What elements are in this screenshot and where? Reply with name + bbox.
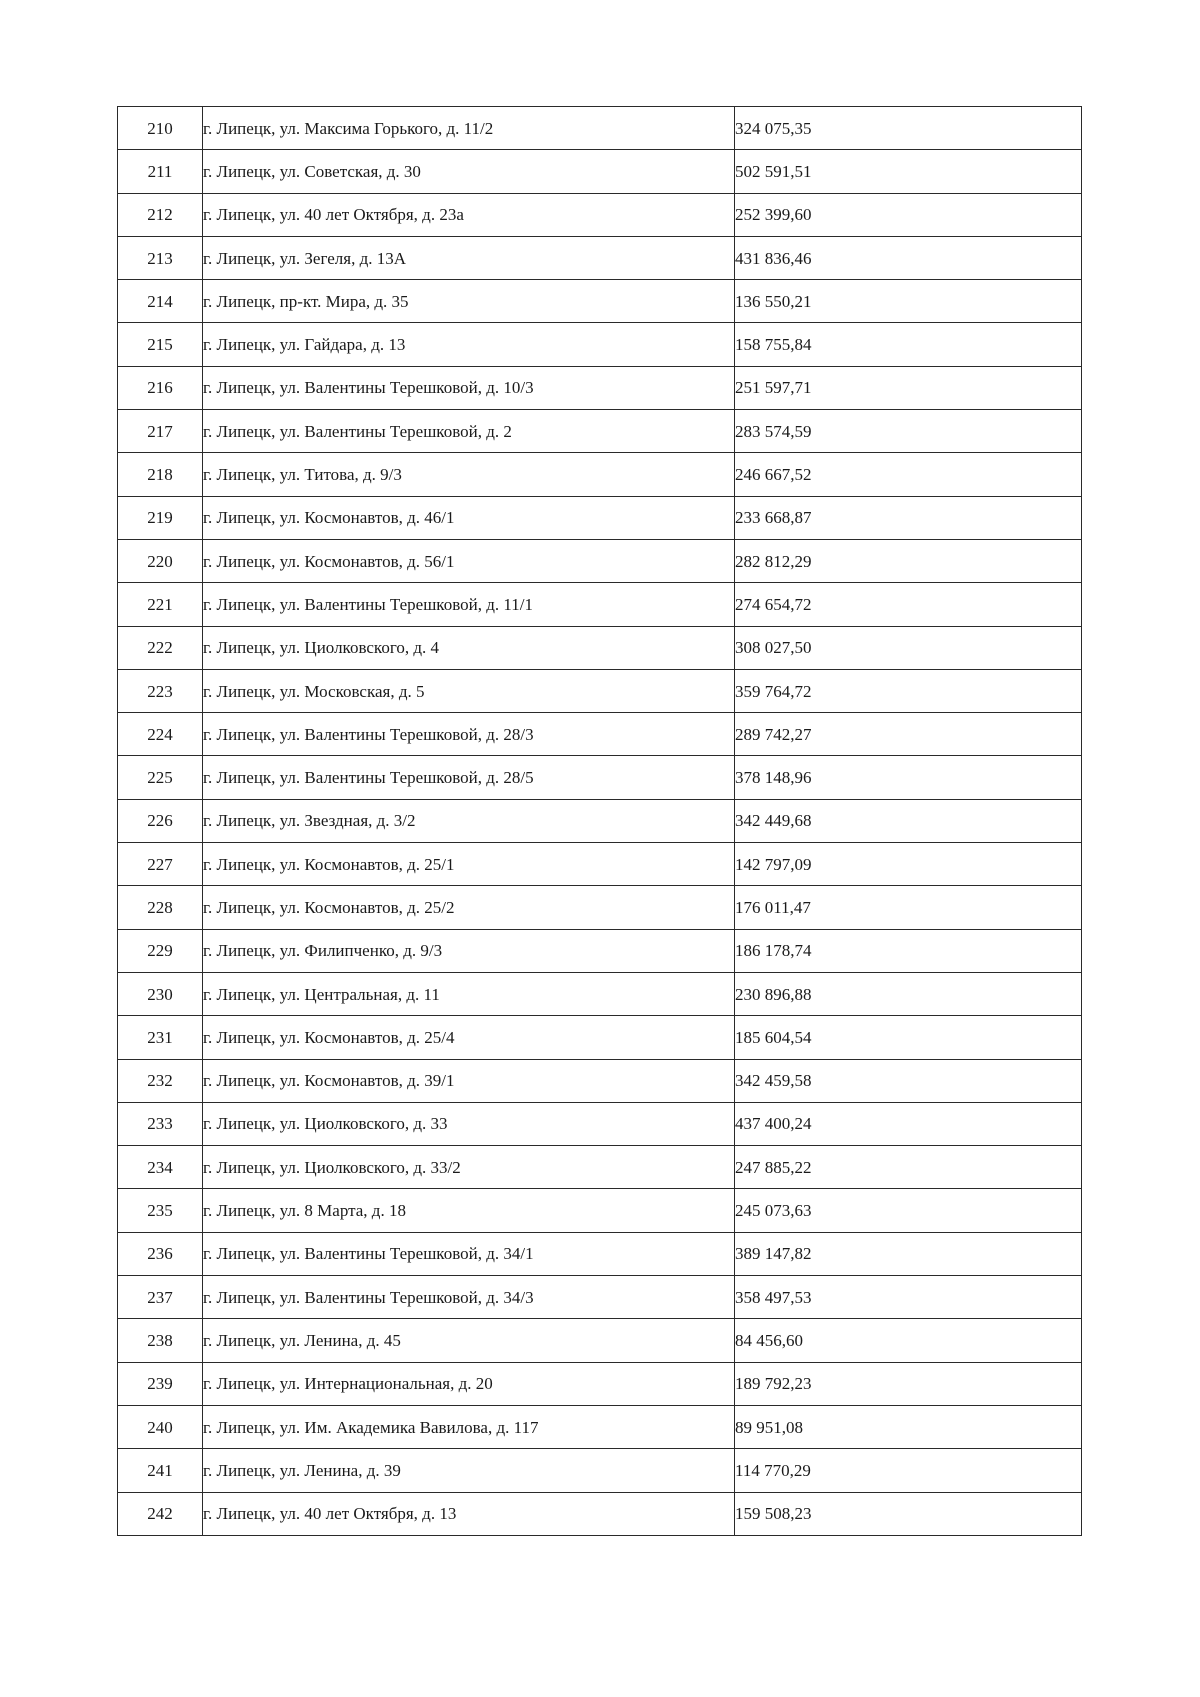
address-cell: г. Липецк, ул. Циолковского, д. 33	[203, 1102, 735, 1145]
amount-cell: 283 574,59	[735, 410, 1082, 453]
row-number-cell: 213	[118, 236, 203, 279]
address-cell: г. Липецк, ул. Валентины Терешковой, д. 34/1	[203, 1232, 735, 1275]
table-row	[118, 1276, 1082, 1319]
row-number-cell: 239	[118, 1362, 203, 1405]
row-number-cell: 219	[118, 496, 203, 539]
address-cell: г. Липецк, ул. Интернациональная, д. 20	[203, 1362, 735, 1405]
table-row	[118, 1362, 1082, 1405]
amount-cell: 308 027,50	[735, 626, 1082, 669]
table-row	[118, 1189, 1082, 1232]
table-row	[118, 539, 1082, 582]
row-number-cell: 215	[118, 323, 203, 366]
address-cell: г. Липецк, ул. Валентины Терешковой, д. 28/3	[203, 713, 735, 756]
amount-cell: 252 399,60	[735, 193, 1082, 236]
address-cell: г. Липецк, ул. Гайдара, д. 13	[203, 323, 735, 366]
amount-cell: 282 812,29	[735, 539, 1082, 582]
amount-cell: 324 075,35	[735, 107, 1082, 150]
address-cell: г. Липецк, ул. 8 Марта, д. 18	[203, 1189, 735, 1232]
amount-cell: 274 654,72	[735, 583, 1082, 626]
amount-cell: 136 550,21	[735, 280, 1082, 323]
address-cell: г. Липецк, ул. Космонавтов, д. 25/4	[203, 1016, 735, 1059]
amount-cell: 389 147,82	[735, 1232, 1082, 1275]
amount-cell: 233 668,87	[735, 496, 1082, 539]
address-cell: г. Липецк, ул. Космонавтов, д. 25/2	[203, 886, 735, 929]
amount-cell: 502 591,51	[735, 150, 1082, 193]
address-cell: г. Липецк, ул. Ленина, д. 45	[203, 1319, 735, 1362]
amount-cell: 342 459,58	[735, 1059, 1082, 1102]
row-number-cell: 231	[118, 1016, 203, 1059]
row-number-cell: 211	[118, 150, 203, 193]
address-cell: г. Липецк, ул. Советская, д. 30	[203, 150, 735, 193]
row-number-cell: 229	[118, 929, 203, 972]
row-number-cell: 233	[118, 1102, 203, 1145]
address-cell: г. Липецк, ул. Валентины Терешковой, д. 34/3	[203, 1276, 735, 1319]
address-cell: г. Липецк, ул. Циолковского, д. 4	[203, 626, 735, 669]
table-row	[118, 713, 1082, 756]
amount-cell: 89 951,08	[735, 1405, 1082, 1448]
address-cell: г. Липецк, ул. Зегеля, д. 13А	[203, 236, 735, 279]
table-row	[118, 886, 1082, 929]
table-row	[118, 193, 1082, 236]
table-row	[118, 799, 1082, 842]
address-cell: г. Липецк, ул. Валентины Терешковой, д. 28/5	[203, 756, 735, 799]
row-number-cell: 235	[118, 1189, 203, 1232]
table-row	[118, 583, 1082, 626]
row-number-cell: 214	[118, 280, 203, 323]
row-number-cell: 216	[118, 366, 203, 409]
table-row	[118, 496, 1082, 539]
table-row	[118, 1232, 1082, 1275]
row-number-cell: 228	[118, 886, 203, 929]
address-cell: г. Липецк, пр-кт. Мира, д. 35	[203, 280, 735, 323]
amount-cell: 359 764,72	[735, 669, 1082, 712]
row-number-cell: 242	[118, 1492, 203, 1535]
row-number-cell: 221	[118, 583, 203, 626]
amount-cell: 246 667,52	[735, 453, 1082, 496]
address-cell: г. Липецк, ул. Космонавтов, д. 39/1	[203, 1059, 735, 1102]
row-number-cell: 227	[118, 843, 203, 886]
amount-cell: 289 742,27	[735, 713, 1082, 756]
row-number-cell: 224	[118, 713, 203, 756]
row-number-cell: 218	[118, 453, 203, 496]
table-row	[118, 929, 1082, 972]
row-number-cell: 212	[118, 193, 203, 236]
table-row	[118, 756, 1082, 799]
address-cell: г. Липецк, ул. Им. Академика Вавилова, д. 117	[203, 1405, 735, 1448]
amount-cell: 378 148,96	[735, 756, 1082, 799]
table-row	[118, 972, 1082, 1015]
table-body	[118, 107, 1082, 1536]
table-row	[118, 626, 1082, 669]
table-row	[118, 410, 1082, 453]
row-number-cell: 220	[118, 539, 203, 582]
table-row	[118, 107, 1082, 150]
amount-cell: 431 836,46	[735, 236, 1082, 279]
amount-cell: 247 885,22	[735, 1146, 1082, 1189]
amount-cell: 189 792,23	[735, 1362, 1082, 1405]
address-cell: г. Липецк, ул. Центральная, д. 11	[203, 972, 735, 1015]
row-number-cell: 223	[118, 669, 203, 712]
row-number-cell: 238	[118, 1319, 203, 1362]
row-number-cell: 234	[118, 1146, 203, 1189]
amount-cell: 114 770,29	[735, 1449, 1082, 1492]
amount-cell: 158 755,84	[735, 323, 1082, 366]
amount-cell: 437 400,24	[735, 1102, 1082, 1145]
address-cell: г. Липецк, ул. Валентины Терешковой, д. 10/3	[203, 366, 735, 409]
address-cell: г. Липецк, ул. Московская, д. 5	[203, 669, 735, 712]
address-amount-table	[117, 106, 1082, 1536]
address-cell: г. Липецк, ул. Космонавтов, д. 46/1	[203, 496, 735, 539]
table-row	[118, 236, 1082, 279]
address-cell: г. Липецк, ул. Титова, д. 9/3	[203, 453, 735, 496]
address-cell: г. Липецк, ул. 40 лет Октября, д. 23а	[203, 193, 735, 236]
table-row	[118, 150, 1082, 193]
table-row	[118, 669, 1082, 712]
table-row	[118, 1449, 1082, 1492]
address-cell: г. Липецк, ул. Валентины Терешковой, д. 2	[203, 410, 735, 453]
row-number-cell: 240	[118, 1405, 203, 1448]
table-row	[118, 1492, 1082, 1535]
amount-cell: 185 604,54	[735, 1016, 1082, 1059]
address-cell: г. Липецк, ул. Максима Горького, д. 11/2	[203, 107, 735, 150]
table-row	[118, 453, 1082, 496]
row-number-cell: 230	[118, 972, 203, 1015]
amount-cell: 245 073,63	[735, 1189, 1082, 1232]
address-cell: г. Липецк, ул. Циолковского, д. 33/2	[203, 1146, 735, 1189]
address-cell: г. Липецк, ул. Ленина, д. 39	[203, 1449, 735, 1492]
row-number-cell: 241	[118, 1449, 203, 1492]
row-number-cell: 236	[118, 1232, 203, 1275]
address-cell: г. Липецк, ул. Космонавтов, д. 25/1	[203, 843, 735, 886]
amount-cell: 358 497,53	[735, 1276, 1082, 1319]
row-number-cell: 225	[118, 756, 203, 799]
address-cell: г. Липецк, ул. Космонавтов, д. 56/1	[203, 539, 735, 582]
amount-cell: 186 178,74	[735, 929, 1082, 972]
row-number-cell: 237	[118, 1276, 203, 1319]
address-cell: г. Липецк, ул. 40 лет Октября, д. 13	[203, 1492, 735, 1535]
address-cell: г. Липецк, ул. Звездная, д. 3/2	[203, 799, 735, 842]
address-cell: г. Липецк, ул. Валентины Терешковой, д. 11/1	[203, 583, 735, 626]
table-row	[118, 1405, 1082, 1448]
amount-cell: 251 597,71	[735, 366, 1082, 409]
address-cell: г. Липецк, ул. Филипченко, д. 9/3	[203, 929, 735, 972]
table-row	[118, 1146, 1082, 1189]
amount-cell: 159 508,23	[735, 1492, 1082, 1535]
table-row	[118, 366, 1082, 409]
table-row	[118, 1016, 1082, 1059]
row-number-cell: 210	[118, 107, 203, 150]
table-row	[118, 1059, 1082, 1102]
amount-cell: 230 896,88	[735, 972, 1082, 1015]
table-row	[118, 1319, 1082, 1362]
row-number-cell: 226	[118, 799, 203, 842]
table-row	[118, 843, 1082, 886]
table-row	[118, 280, 1082, 323]
row-number-cell: 222	[118, 626, 203, 669]
amount-cell: 142 797,09	[735, 843, 1082, 886]
amount-cell: 176 011,47	[735, 886, 1082, 929]
row-number-cell: 232	[118, 1059, 203, 1102]
table-row	[118, 1102, 1082, 1145]
row-number-cell: 217	[118, 410, 203, 453]
amount-cell: 342 449,68	[735, 799, 1082, 842]
amount-cell: 84 456,60	[735, 1319, 1082, 1362]
table-row	[118, 323, 1082, 366]
